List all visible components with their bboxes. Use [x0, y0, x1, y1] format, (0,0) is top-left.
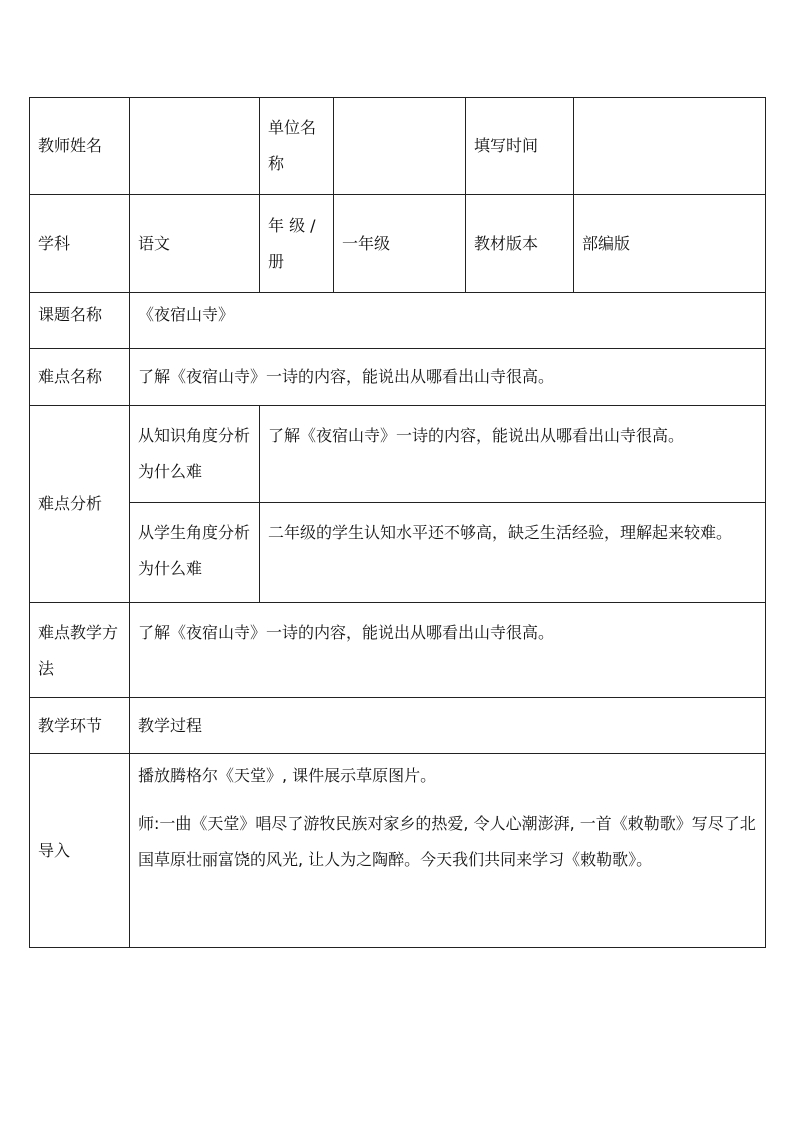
fill-time-label: 填写时间	[466, 98, 574, 195]
difficulty-value: 了解《夜宿山寺》一诗的内容，能说出从哪看出山寺很高。	[130, 349, 766, 406]
edition-value: 部编版	[574, 195, 766, 293]
intro-paragraph-2: 师:一曲《天堂》唱尽了游牧民族对家乡的热爱, 令人心潮澎湃, 一首《敕勒歌》写尽了北国草原壮丽富饶的风光, 让人为之陶醉。今天我们共同来学习《敕勒歌》。	[138, 814, 756, 869]
analysis-student-value: 二年级的学生认知水平还不够高，缺乏生活经验，理解起来较难。	[260, 503, 766, 603]
method-value: 了解《夜宿山寺》一诗的内容，能说出从哪看出山寺很高。	[130, 603, 766, 698]
unit-name-label: 单位名称	[260, 98, 334, 195]
topic-value: 《夜宿山寺》	[130, 293, 766, 349]
method-label: 难点教学方法	[30, 603, 130, 698]
intro-content	[130, 754, 766, 948]
subject-value: 语文	[130, 195, 260, 293]
analysis-student-row	[30, 503, 766, 603]
teacher-name-label: 教师姓名	[30, 98, 130, 195]
analysis-knowledge-value: 了解《夜宿山寺》一诗的内容，能说出从哪看出山寺很高。	[260, 406, 766, 503]
topic-row	[30, 293, 766, 349]
process-step-value: 教学过程	[130, 698, 766, 754]
lesson-plan-form	[29, 97, 765, 948]
header-row	[30, 98, 766, 195]
teacher-name-value	[130, 98, 260, 195]
method-row	[30, 603, 766, 698]
grade-label: 年 级 / 册	[260, 195, 334, 293]
analysis-label: 难点分析	[30, 406, 130, 603]
analysis-knowledge-label: 从知识角度分析为什么难	[130, 406, 260, 503]
difficulty-label: 难点名称	[30, 349, 130, 406]
intro-label: 导入	[30, 754, 130, 948]
unit-name-value	[334, 98, 466, 195]
analysis-student-label: 从学生角度分析为什么难	[130, 503, 260, 603]
analysis-knowledge-row	[30, 406, 766, 503]
subject-label: 学科	[30, 195, 130, 293]
grade-value: 一年级	[334, 195, 466, 293]
edition-label: 教材版本	[466, 195, 574, 293]
intro-paragraph-1: 播放腾格尔《天堂》, 课件展示草原图片。	[138, 766, 437, 785]
difficulty-row	[30, 349, 766, 406]
process-header-row	[30, 698, 766, 754]
lesson-plan-table	[29, 97, 766, 948]
subject-row	[30, 195, 766, 293]
fill-time-value	[574, 98, 766, 195]
intro-row	[30, 754, 766, 948]
process-step-label: 教学环节	[30, 698, 130, 754]
topic-label: 课题名称	[30, 293, 130, 349]
